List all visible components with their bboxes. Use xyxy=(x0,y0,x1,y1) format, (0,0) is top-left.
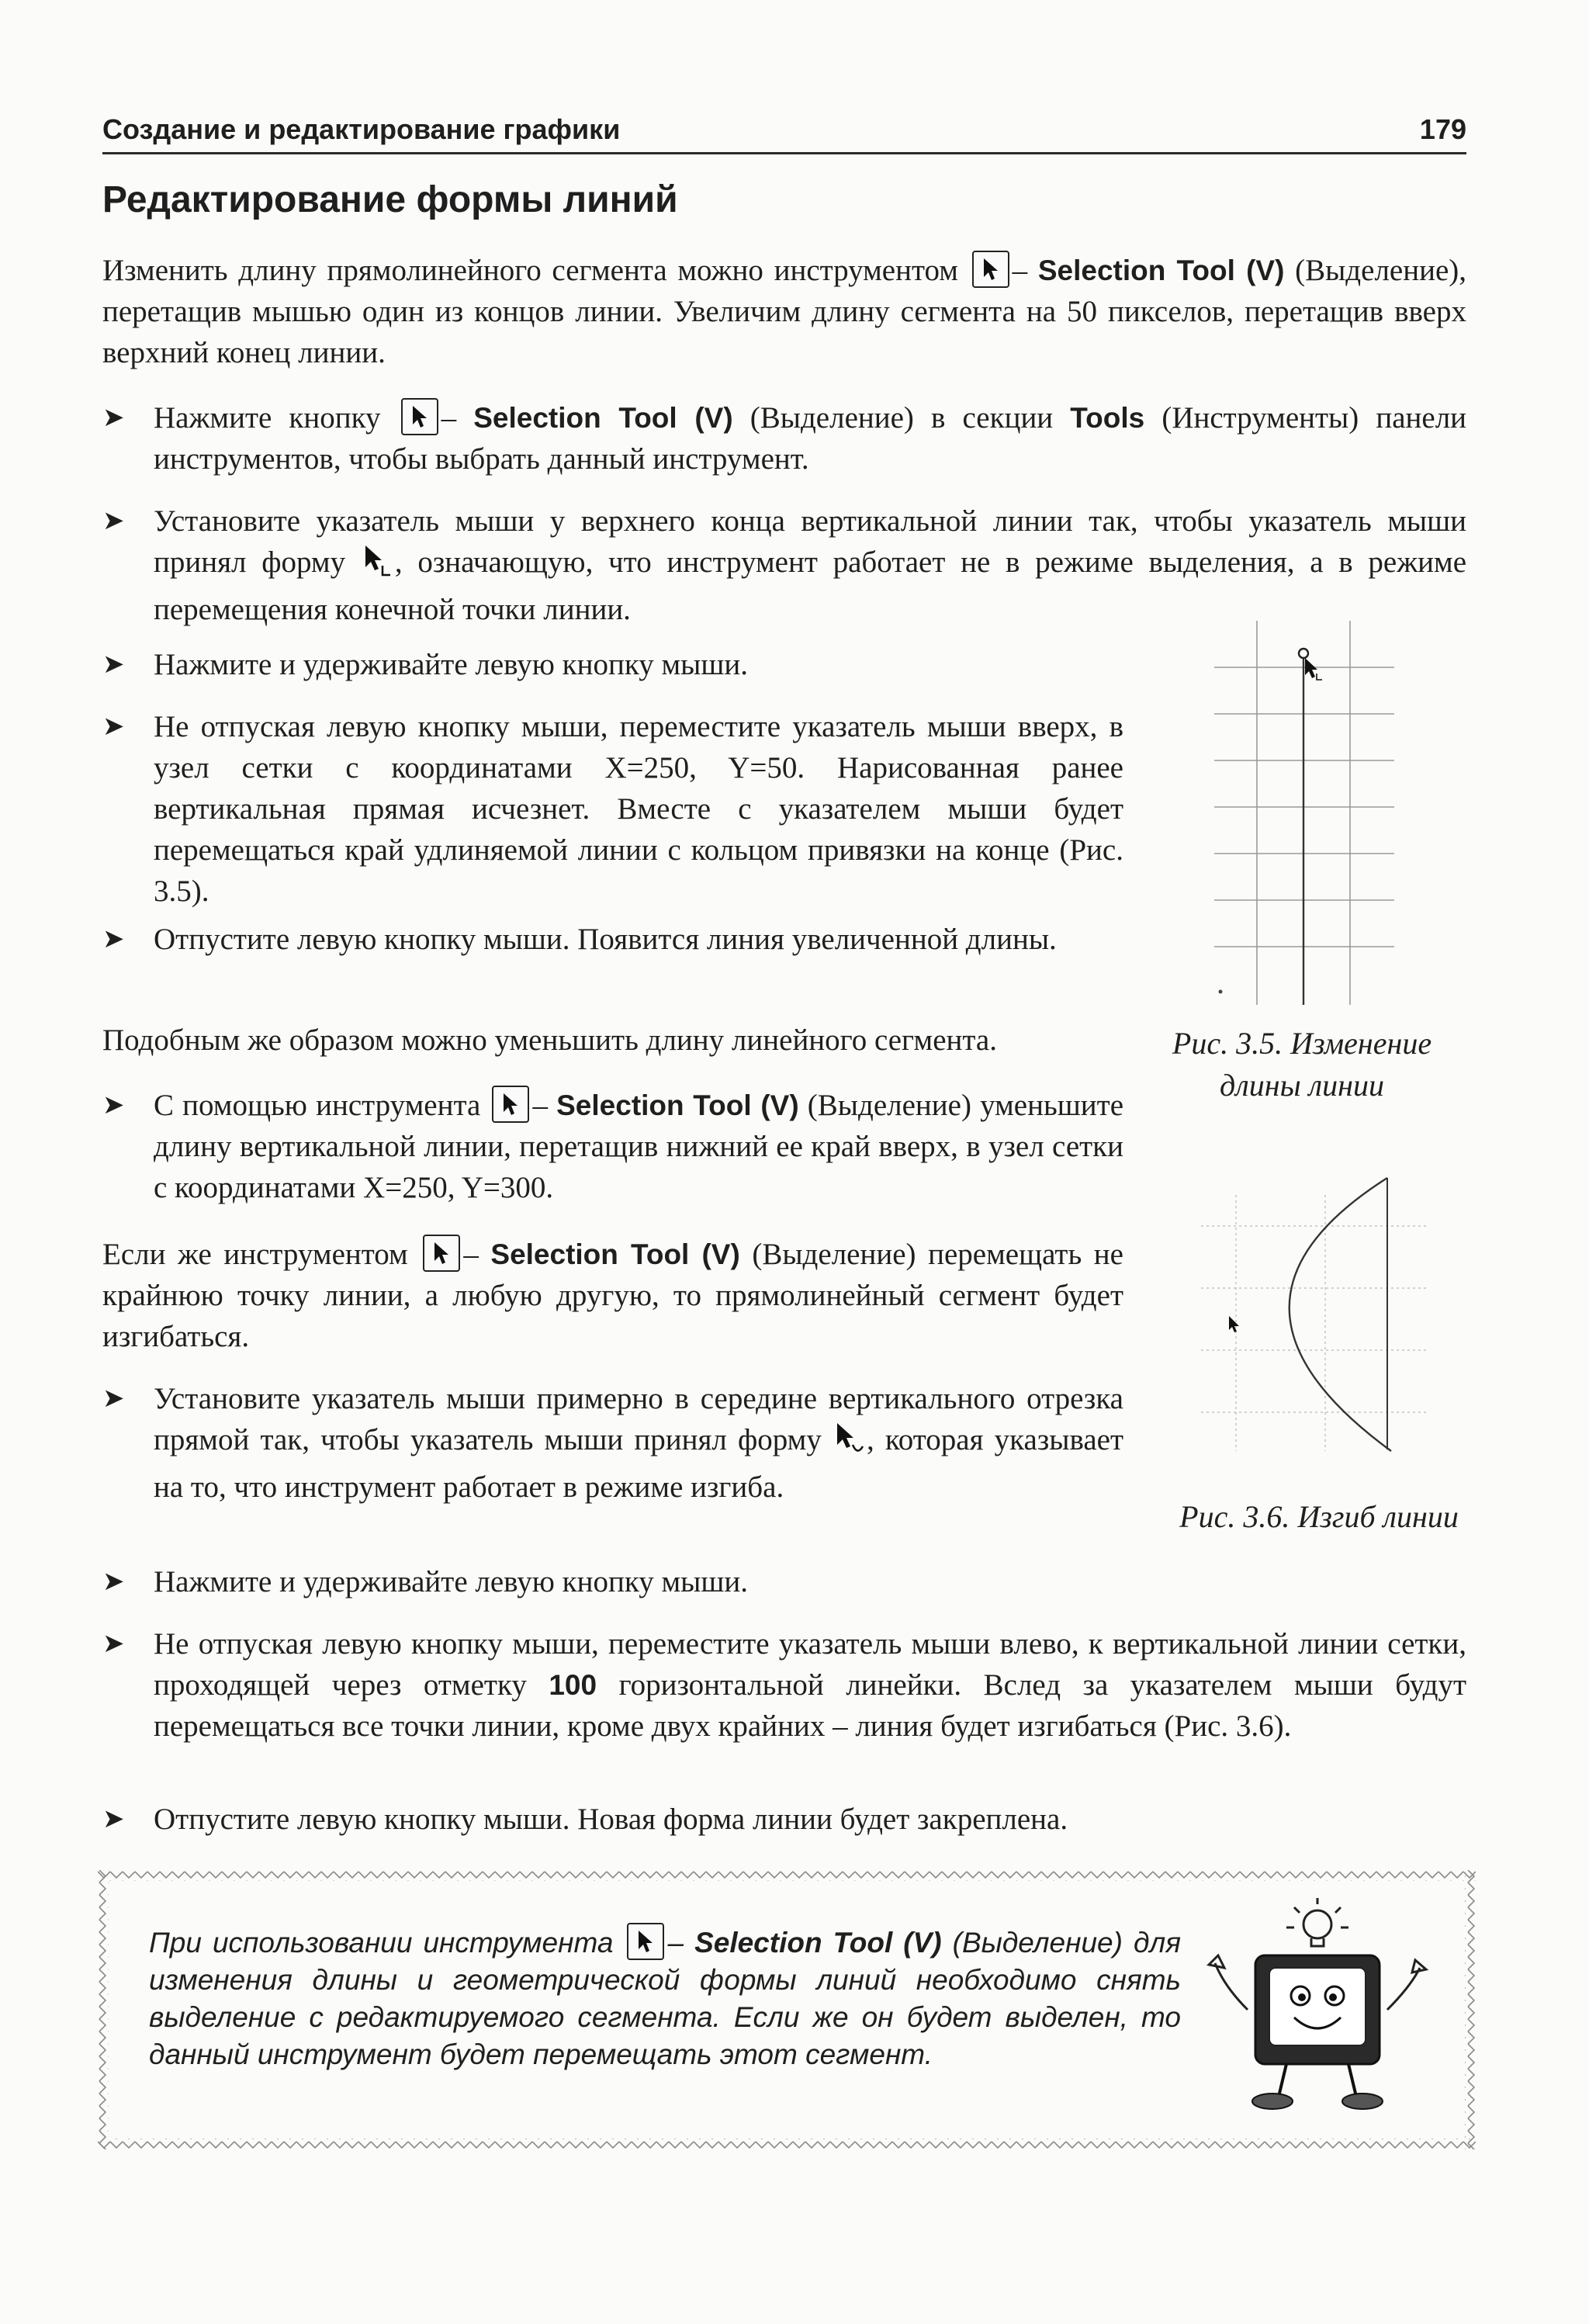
tool-name: Selection Tool (V) xyxy=(473,402,733,434)
snap-ring xyxy=(1299,649,1308,658)
arrowhead-bullet-icon: ➤ xyxy=(102,1090,125,1120)
arrowhead-bullet-icon: ➤ xyxy=(102,506,125,535)
ruler-mark-value: 100 xyxy=(549,1669,597,1701)
selection-tool-icon xyxy=(423,1235,460,1272)
list-item: ➤ Нажмите кнопку – Selection Tool (V) (Выделение) в секции Tools (Инструменты) панели инструментов, чтобы выбрать данный инструмент. xyxy=(154,397,1466,480)
arrowhead-bullet-icon: ➤ xyxy=(102,1629,125,1658)
arrowhead-bullet-icon: ➤ xyxy=(102,1804,125,1834)
monitor-mascot-icon xyxy=(1201,1893,1434,2118)
selection-tool-icon xyxy=(627,1923,664,1960)
arrowhead-bullet-icon: ➤ xyxy=(102,712,125,741)
figure-3-6-caption: Рис. 3.6. Изгиб линии xyxy=(1179,1499,1459,1534)
tool-name: Selection Tool (V) xyxy=(694,1927,942,1959)
figure-3-6-bent-line xyxy=(1201,1164,1434,1474)
selection-tool-icon xyxy=(972,251,1009,288)
selection-tool-icon xyxy=(401,398,438,435)
list-item: ➤ С помощью инструмента – Selection Tool (V) (Выделение) уменьшите длину вертикальной линии, перетащив нижний ее край вверх, в узел сетки с координатами X=250, Y=300. xyxy=(154,1085,1123,1208)
arrowhead-bullet-icon: ➤ xyxy=(102,1567,125,1596)
list-item: ➤ Не отпуская левую кнопку мыши, переместите указатель мыши влево, к вертикальной линии сетки, проходящей через отметку 100 горизонтальной линейки. Вслед за указателем мыши будут перемещаться все точки линии, кроме двух крайних – линия будет изгибаться (Рис. 3.6). xyxy=(154,1623,1466,1747)
list-item: ➤ Не отпуская левую кнопку мыши, переместите указатель мыши вверх, в узел сетки с координатами X=250, Y=50. Нарисованная ранее вертикальная прямая исчезнет. Вместе с указателем мыши будет перемещаться край удлиняемой линии с кольцом привязки на конце (Рис. 3.5). xyxy=(154,706,1123,912)
bend-cursor-icon xyxy=(834,1422,865,1467)
list-item: ➤ Установите указатель мыши примерно в середине вертикального отрезка прямой так, чтобы указатель мыши принял форму , которая указывает на то, что инструмент работает в режиме изгиба. xyxy=(154,1378,1123,1508)
tool-name: Selection Tool (V) xyxy=(490,1238,740,1270)
paragraph-decrease: Подобным же образом можно уменьшить длину линейного сегмента. xyxy=(102,1023,997,1057)
list-item: ➤ Нажмите и удерживайте левую кнопку мыши. xyxy=(154,1561,1123,1602)
note-text: При использовании инструмента – Selection Tool (V) (Выделение) для изменения длины и геометрической формы линий необходимо снять выделение с редактируемого сегмента. Если же он будет выделен, то данный инструмент будет перемещать этот сегмент. xyxy=(149,1923,1181,2073)
tool-name: Selection Tool (V) xyxy=(1037,255,1285,286)
tool-name: Selection Tool (V) xyxy=(556,1089,799,1121)
paragraph-intro: Изменить длину прямолинейного сегмента можно инструментом – Selection Tool (V) (Выделение), перетащив мышью один из концов линии. Увеличим длину сегмента на 50 пикселов, перетащив вверх верхний конец линии. xyxy=(102,250,1466,373)
bent-line xyxy=(1290,1178,1391,1451)
page-number: 179 xyxy=(1419,113,1466,145)
arrowhead-bullet-icon: ➤ xyxy=(102,403,125,432)
figure-3-5-caption: Рис. 3.5. Изменение длины линии xyxy=(1172,1026,1432,1103)
chapter-title: Создание и редактирование графики xyxy=(102,113,621,145)
figure-3-5-grid xyxy=(1214,621,1400,1013)
section-title: Редактирование формы линий xyxy=(102,179,678,220)
arrowhead-bullet-icon: ➤ xyxy=(102,924,125,954)
arrowhead-bullet-icon: ➤ xyxy=(102,1384,125,1413)
list-item: ➤ Нажмите и удерживайте левую кнопку мыши. xyxy=(154,644,1123,685)
list-item: ➤ Отпустите левую кнопку мыши. Новая форма линии будет закреплена. xyxy=(154,1799,1466,1840)
paragraph-bend: Если же инструментом – Selection Tool (V) (Выделение) перемещать не крайнюю точку линии, а любую другую, то прямолинейный сегмент будет изгибаться. xyxy=(102,1234,1123,1357)
tools-panel-name: Tools xyxy=(1070,402,1145,434)
running-head xyxy=(102,113,1466,154)
arrowhead-bullet-icon: ➤ xyxy=(102,649,125,679)
list-item: ➤ Отпустите левую кнопку мыши. Появится линия увеличенной длины. xyxy=(154,919,1123,960)
endpoint-move-cursor-icon xyxy=(362,544,393,589)
list-item: ➤ Установите указатель мыши у верхнего конца вертикальной линии так, чтобы указатель мыши принял форму , означающую, что инструмент работает не в режиме выделения, а в режиме перемещения конечной точки линии. xyxy=(154,500,1466,630)
selection-tool-icon xyxy=(492,1086,529,1123)
